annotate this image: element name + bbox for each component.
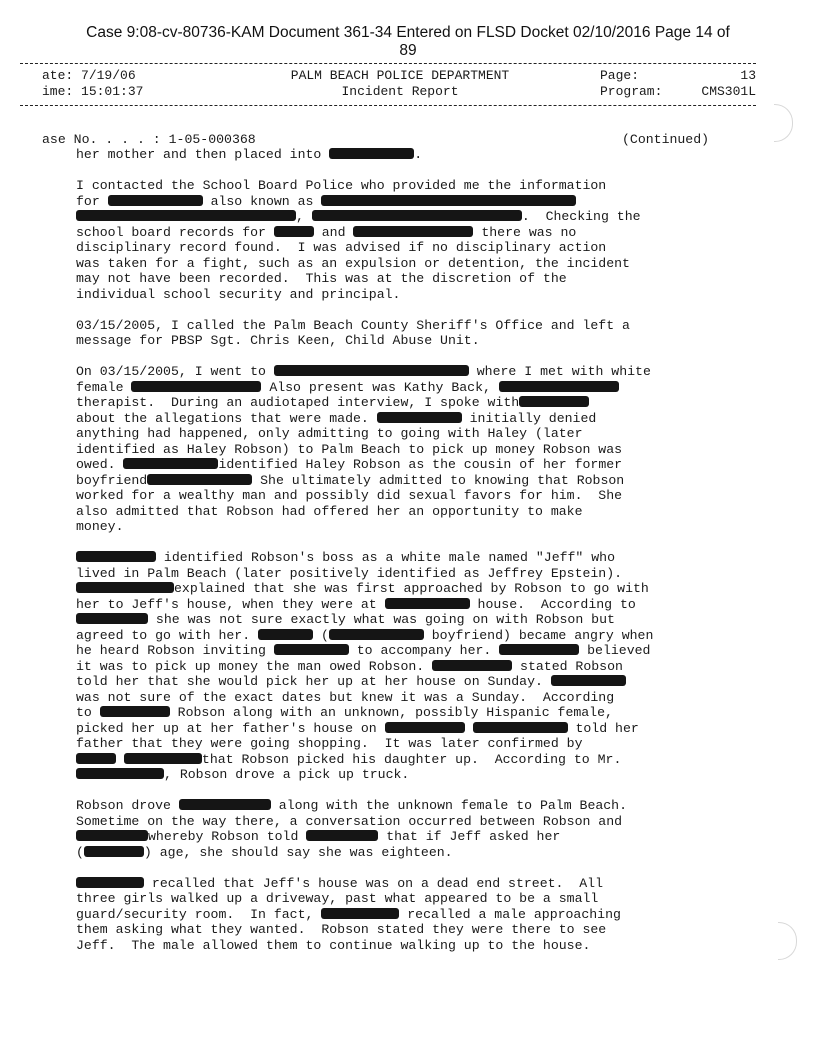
redaction-block <box>432 660 512 671</box>
stamp-line-2: 89 <box>399 42 417 59</box>
redaction-block <box>258 629 313 640</box>
text-line: explained that she was first approached by Robson to go with <box>76 581 746 597</box>
redaction-block <box>321 908 399 919</box>
text-line: guard/security room. In fact, recalled a male approaching <box>76 906 621 922</box>
redaction-block <box>124 753 202 764</box>
text-line: her to Jeff's house, when they were at house. According to <box>76 596 636 612</box>
redaction-block <box>76 551 156 562</box>
text-line: for also known as <box>76 194 746 210</box>
text-line: 03/15/2005, I called the Palm Beach County Sheriff's Office and left a <box>76 317 630 333</box>
page-program <box>600 68 756 100</box>
redaction-block <box>76 768 164 779</box>
text-line: that Robson picked his daughter up. According to Mr. <box>76 752 746 768</box>
redaction-block <box>100 706 170 717</box>
redaction-block <box>76 877 144 888</box>
text-line: them asking what they wanted. Robson stated they were there to see <box>76 922 607 937</box>
redaction-block <box>147 474 252 485</box>
case-number: 1-05-000368 <box>168 132 256 147</box>
redaction-block <box>329 148 414 159</box>
text-line: also admitted that Robson had offered her an opportunity to make <box>76 503 583 519</box>
text-line: female Also present was Kathy Back, <box>76 380 746 396</box>
text-line: I contacted the School Board Police who provided me the information <box>76 178 607 193</box>
redaction-block <box>385 598 470 609</box>
report-type: Incident Report <box>341 84 459 99</box>
text-line: was taken for a fight, such as an expulsion or detention, the incident <box>76 255 630 271</box>
text-line: her mother and then placed into . <box>76 147 423 162</box>
redaction-block <box>473 722 568 733</box>
case-label: ase No. . . . : <box>42 132 161 147</box>
text-line: school board records for and there was no <box>76 224 577 240</box>
redaction-block <box>274 644 349 655</box>
text-line: therapist. During an audiotaped interview, I spoke with <box>76 395 746 411</box>
time-label: ime: <box>42 84 74 99</box>
text-line: recalled that Jeff's house was on a dead end street. All <box>76 876 746 892</box>
redaction-block <box>353 226 473 237</box>
text-line: ( ) age, she should say she was eighteen. <box>76 844 453 860</box>
text-line: was not sure of the exact dates but knew it was a Sunday. According <box>76 689 615 705</box>
text-line: Robson drove along with the unknown female to Palm Beach. <box>76 798 628 813</box>
redaction-block <box>312 210 522 221</box>
redaction-block <box>385 722 465 733</box>
text-line: , . Checking the <box>76 209 746 225</box>
redaction-block <box>377 412 462 423</box>
text-line: boyfriend She ultimately admitted to knowing that Robson <box>76 472 625 488</box>
text-line: identified as Haley Robson) to Palm Beach to pick up money Robson was <box>76 441 623 457</box>
text-line: individual school security and principal. <box>76 286 401 302</box>
text-line: anything had happened, only admitting to going with Haley (later <box>76 426 583 441</box>
redaction-block <box>519 396 589 407</box>
text-line: money. <box>76 519 124 534</box>
redaction-block <box>76 830 148 841</box>
report-datetime <box>42 68 143 100</box>
text-line: disciplinary record found. I was advised if no disciplinary action <box>76 240 607 255</box>
text-line: , Robson drove a pick up truck. <box>76 767 746 783</box>
department-name: PALM BEACH POLICE DEPARTMENT <box>290 68 510 83</box>
text-line: three girls walked up a driveway, past what appeared to be a small <box>76 891 599 906</box>
report-body <box>76 147 746 953</box>
binder-hole-mark <box>774 104 793 142</box>
redaction-block <box>551 675 626 686</box>
department-title <box>270 68 530 100</box>
text-line: whereby Robson told that if Jeff asked her <box>76 829 746 845</box>
binder-hole-mark <box>778 922 797 960</box>
text-line: he heard Robson inviting to accompany her. believed <box>76 643 651 658</box>
page-label: Page: <box>600 68 640 83</box>
redaction-block <box>499 644 579 655</box>
program-label: Program: <box>600 84 663 99</box>
report-time: 15:01:37 <box>81 84 144 99</box>
date-label: ate: <box>42 68 74 83</box>
report-date: 7/19/06 <box>81 68 136 83</box>
program-code: CMS301L <box>701 84 756 99</box>
redaction-block <box>499 381 619 392</box>
text-line: worked for a wealthy man and possibly did sexual favors for him. She <box>76 488 623 503</box>
report-header <box>0 68 816 104</box>
redaction-block <box>76 582 174 593</box>
text-line: about the allegations that were made. initially denied <box>76 410 597 426</box>
text-line: she was not sure exactly what was going on with Robson but <box>76 612 746 628</box>
text-line: message for PBSP Sgt. Chris Keen, Child Abuse Unit. <box>76 333 480 348</box>
text-line: to Robson along with an unknown, possibly Hispanic female, <box>76 705 613 720</box>
text-line: picked her up at her father's house on told her <box>76 720 639 736</box>
text-line: told her that she would pick her up at her house on Sunday. <box>76 674 746 690</box>
redaction-block <box>108 195 203 206</box>
redaction-block <box>329 629 424 640</box>
text-line: identified Robson's boss as a white male named "Jeff" who <box>76 550 746 566</box>
text-line: agreed to go with her. ( boyfriend) became angry when <box>76 627 654 643</box>
text-line: it was to pick up money the man owed Robson. stated Robson <box>76 658 623 674</box>
text-line: father that they were going shopping. It was later confirmed by <box>76 736 583 751</box>
redaction-block <box>76 753 116 764</box>
header-top-rule <box>20 63 756 64</box>
redaction-block <box>131 381 261 392</box>
text-line: may not have been recorded. This was at the discretion of the <box>76 271 567 286</box>
redaction-block <box>179 799 271 810</box>
redaction-block <box>306 830 378 841</box>
redaction-block <box>274 365 469 376</box>
redaction-block <box>274 226 314 237</box>
header-bottom-rule <box>20 105 756 106</box>
court-filing-stamp <box>0 24 816 60</box>
continued-status: (Continued) <box>622 132 710 147</box>
text-line: Jeff. The male allowed them to continue walking up to the house. <box>76 937 591 953</box>
text-line: Sometime on the way there, a conversation occurred between Robson and <box>76 813 623 829</box>
case-number-line <box>42 132 732 148</box>
redaction-block <box>76 210 296 221</box>
redaction-block <box>76 613 148 624</box>
text-line: owed. identified Haley Robson as the cousin of her former <box>76 457 623 472</box>
text-line: On 03/15/2005, I went to where I met with white <box>76 364 651 379</box>
text-line: lived in Palm Beach (later positively identified as Jeffrey Epstein). <box>76 565 623 581</box>
page-number: 13 <box>740 68 756 83</box>
redaction-block <box>321 195 576 206</box>
redaction-block <box>123 458 218 469</box>
stamp-line-1: Case 9:08-cv-80736-KAM Document 361-34 Entered on FLSD Docket 02/10/2016 Page 14 of <box>86 24 730 41</box>
redaction-block <box>84 846 144 857</box>
